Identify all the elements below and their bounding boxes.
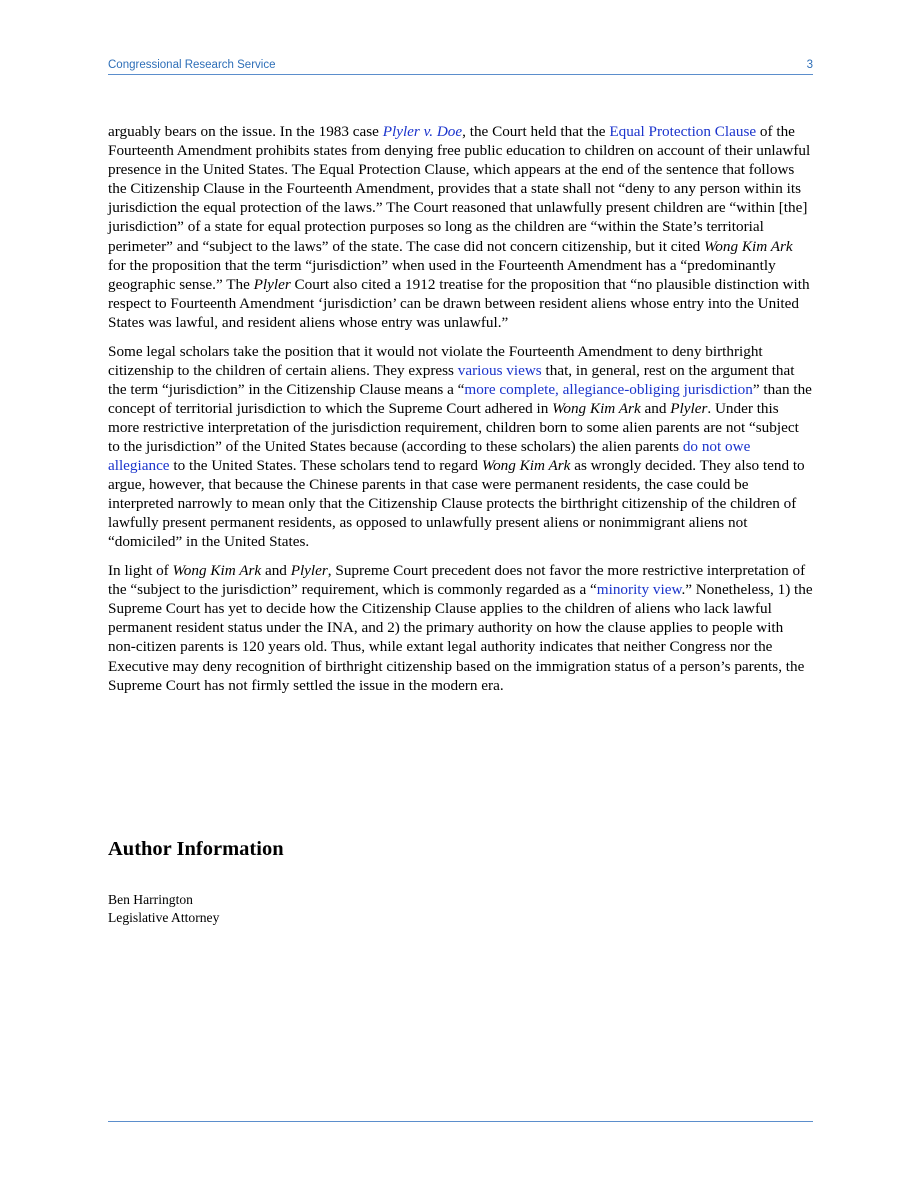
text-run: to the United States. These scholars tend to regard <box>169 457 482 475</box>
text-run: In light of <box>108 562 173 580</box>
author-info <box>108 891 219 927</box>
text-run: and <box>640 399 671 417</box>
italic-case-name: Wong Kim Ark <box>172 562 262 580</box>
inline-link[interactable]: more complete, allegiance-obliging jurisdiction <box>464 380 753 398</box>
text-run: , Supreme Court precedent does not favor the more restrictive interpretation of the “subject to the jurisdiction” requirement, which is commonly regarded as a “ <box>108 562 806 599</box>
paragraph <box>108 122 813 332</box>
text-run: Some legal scholars take the position that it would not violate the Fourteenth Amendment to deny birthright citizenship to the children of certain aliens. They express <box>108 342 763 379</box>
paragraph <box>108 342 813 552</box>
page-number: 3 <box>806 59 813 71</box>
text-run: of the Fourteenth Amendment prohibits states from denying free public education to children on account of their unlawful presence in the United States. The Equal Protection Clause, which appears at the end of the sentence that follows the Citizenship Clause in the Fourteenth Amendment, provides that a state shall not “deny to any person within its jurisdiction the equal protection of the laws.” The Court reasoned that unlawfully present children are “within [the] jurisdiction” of a state for equal protection purposes so long as the children are “within the State’s territorial perimeter” and “subject to the laws” of the state. The case did not concern citizenship, but it cited <box>108 123 811 255</box>
inline-link[interactable]: various views <box>457 361 542 379</box>
italic-case-name: Wong Kim Ark <box>481 457 571 475</box>
text-run: Court also cited a 1912 treatise for the proposition that “no plausible distinction with respect to Fourteenth Amendment ‘jurisdiction’ can be drawn between resident aliens whose entry into the United States was lawful, and resident aliens whose entry was unlawful.” <box>108 275 810 331</box>
text-run: and <box>261 562 291 580</box>
text-run: as wrongly decided. They also tend to argue, however, that because the Chinese parents in that case were permanent residents, the case could be interpreted narrowly to mean only that the Citizenship Clause protects the birthright citizenship of the children of lawfully present permanent residents, as opposed to unlawfully present aliens or nonimmigrant aliens not “domiciled” in the United States. <box>108 457 805 551</box>
italic-case-name: Plyler <box>290 562 328 580</box>
page-header <box>108 58 813 75</box>
text-run: .” Nonetheless, 1) the Supreme Court has yet to decide how the Citizenship Clause applies to the children of aliens who lack lawful permanent resident status under the INA, and 2) the primary authority on how the clause applies to people with non-citizen parents is 120 years old. Thus, while extant legal authority indicates that neither Congress nor the Executive may deny recognition of birthright citizenship based on the immigration status of a person’s parents, the Supreme Court has not firmly settled the issue in the modern era. <box>108 581 813 694</box>
header-source: Congressional Research Service <box>108 59 276 71</box>
italic-case-name: Plyler <box>670 399 708 417</box>
author-info-heading: Author Information <box>108 838 284 860</box>
paragraph <box>108 561 813 695</box>
italic-case-name: Wong Kim Ark <box>704 237 793 255</box>
text-run: , the Court held that the <box>462 123 610 140</box>
inline-link[interactable]: Equal Protection Clause <box>609 123 757 140</box>
inline-link[interactable]: minority view <box>596 581 682 599</box>
inline-link[interactable]: Plyler v. Doe <box>382 123 463 140</box>
italic-case-name: Wong Kim Ark <box>552 399 641 417</box>
main-body <box>108 122 813 704</box>
footer-divider <box>108 1121 813 1122</box>
italic-case-name: Plyler <box>253 275 291 293</box>
text-run: . Under this more restrictive interpretation of the jurisdiction requirement, children born to some alien parents are not “subject to the jurisdiction” of the United States because (according to these scholars) the alien parents <box>108 399 799 455</box>
author-title: Legislative Attorney <box>108 910 220 925</box>
inline-link[interactable]: do not owe allegiance <box>108 438 751 475</box>
author-name: Ben Harrington <box>108 892 193 907</box>
text-run: that, in general, rest on the argument that the term “jurisdiction” in the Citizenship Clause means a “ <box>108 361 795 398</box>
text-run: for the proposition that the term “jurisdiction” when used in the Fourteenth Amendment has a “predominantly geographic sense.” The <box>108 256 776 293</box>
text-run: arguably bears on the issue. In the 1983 case <box>108 123 383 140</box>
text-run: ” than the concept of territorial jurisdiction to which the Supreme Court adhered in <box>108 380 812 417</box>
